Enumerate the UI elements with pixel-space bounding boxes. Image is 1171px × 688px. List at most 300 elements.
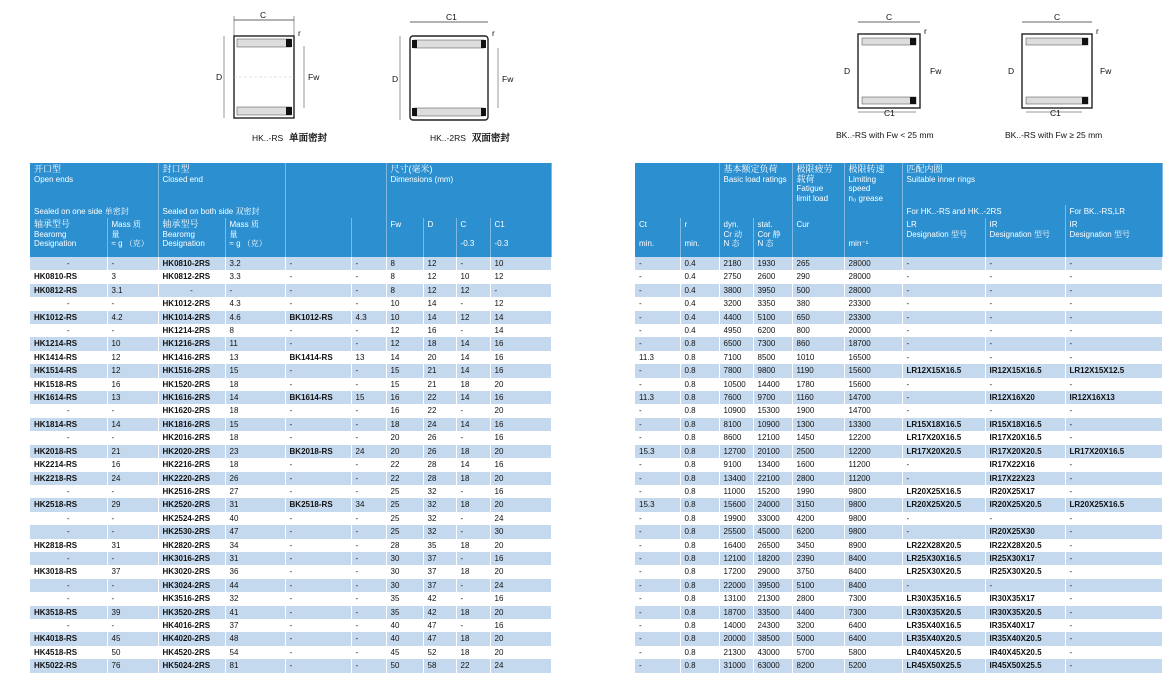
table-cell: - xyxy=(351,257,386,270)
table-cell: - xyxy=(285,525,351,538)
table-cell: 0.4 xyxy=(680,311,719,324)
table-cell: - xyxy=(1065,378,1162,391)
table-cell: - xyxy=(635,337,680,350)
table-cell: 45000 xyxy=(753,525,792,538)
left-table-row xyxy=(30,592,551,605)
table-cell: 800 xyxy=(792,324,844,337)
table-cell: - xyxy=(985,324,1065,337)
table-cell: - xyxy=(456,579,490,592)
table-cell: 58 xyxy=(423,659,456,672)
right-table-row xyxy=(635,512,1162,525)
table-cell: 24000 xyxy=(753,498,792,511)
table-cell: - xyxy=(30,525,107,538)
table-cell: 31 xyxy=(225,498,285,511)
table-cell: - xyxy=(351,284,386,297)
table-cell: HK0812-RS xyxy=(30,284,107,297)
dim-label-c1: C1 xyxy=(884,108,895,118)
table-cell: 20000 xyxy=(844,324,902,337)
table-cell: 22 xyxy=(423,404,456,417)
table-cell: - xyxy=(635,378,680,391)
right-table-row xyxy=(635,472,1162,485)
table-cell: - xyxy=(107,552,158,565)
table-cell: - xyxy=(30,431,107,444)
right-table-row xyxy=(635,458,1162,471)
table-cell: 32 xyxy=(225,592,285,605)
table-cell: 11.3 xyxy=(635,351,680,364)
table-cell: 3.1 xyxy=(107,284,158,297)
table-cell: 18 xyxy=(225,404,285,417)
table-cell: 14 xyxy=(423,311,456,324)
table-cell: - xyxy=(902,351,985,364)
table-cell: 5100 xyxy=(753,311,792,324)
table-cell: - xyxy=(1065,539,1162,552)
table-cell: 31 xyxy=(107,539,158,552)
table-cell: - xyxy=(635,565,680,578)
table-cell: 10900 xyxy=(753,418,792,431)
table-cell: 18 xyxy=(456,472,490,485)
table-cell: - xyxy=(158,284,225,297)
table-cell: - xyxy=(351,404,386,417)
table-cell: 14 xyxy=(456,391,490,404)
right-table-row xyxy=(635,525,1162,538)
table-cell: - xyxy=(1065,606,1162,619)
header-suitable-inner-rings: 匹配内圈 Suitable inner rings xyxy=(902,163,1162,205)
table-cell: 16 xyxy=(386,391,423,404)
header-basic-load-ratings: 基本额定负荷 Basic load ratings xyxy=(719,163,792,205)
table-cell: 860 xyxy=(792,337,844,350)
table-cell: 0.8 xyxy=(680,351,719,364)
table-cell: 12 xyxy=(423,284,456,297)
table-cell: 20 xyxy=(490,378,551,391)
table-cell: 0.8 xyxy=(680,592,719,605)
left-table-row xyxy=(30,565,551,578)
table-cell: - xyxy=(351,458,386,471)
table-cell: 20 xyxy=(490,565,551,578)
table-cell: HK1518-RS xyxy=(30,378,107,391)
table-cell: 10 xyxy=(107,337,158,350)
table-cell: 11200 xyxy=(844,458,902,471)
table-cell: - xyxy=(1065,552,1162,565)
right-table-row xyxy=(635,485,1162,498)
table-cell: 81 xyxy=(225,659,285,672)
table-cell: 36 xyxy=(225,565,285,578)
table-cell: - xyxy=(1065,579,1162,592)
table-cell: 0.4 xyxy=(680,257,719,270)
table-cell: 22100 xyxy=(753,472,792,485)
table-cell: HK2016-2RS xyxy=(158,431,225,444)
table-cell: 16 xyxy=(490,485,551,498)
table-cell: 20000 xyxy=(719,632,753,645)
table-cell: - xyxy=(902,297,985,310)
table-cell: - xyxy=(30,552,107,565)
table-cell: 15.3 xyxy=(635,445,680,458)
table-cell: 16 xyxy=(490,418,551,431)
table-cell: 14 xyxy=(107,418,158,431)
table-cell: - xyxy=(902,270,985,283)
header-fw: Fw xyxy=(386,218,423,257)
right-table-row xyxy=(635,592,1162,605)
table-cell: 37 xyxy=(423,565,456,578)
table-cell: IR40X45X20.5 xyxy=(985,646,1065,659)
left-table-row xyxy=(30,418,551,431)
left-table-row xyxy=(30,270,551,283)
table-cell: HK1816-2RS xyxy=(158,418,225,431)
table-cell: HK0810-RS xyxy=(30,270,107,283)
left-table-row xyxy=(30,579,551,592)
table-cell: IR17X22X16 xyxy=(985,458,1065,471)
table-cell: 12 xyxy=(456,284,490,297)
table-cell: 40 xyxy=(225,512,285,525)
table-cell: 8900 xyxy=(844,539,902,552)
table-cell: 30 xyxy=(386,579,423,592)
header-c: C -0.3 xyxy=(456,218,490,257)
table-cell: IR35X40X17 xyxy=(985,619,1065,632)
left-data-table xyxy=(30,163,552,673)
right-table-row xyxy=(635,552,1162,565)
table-cell: - xyxy=(285,512,351,525)
left-table-row xyxy=(30,404,551,417)
table-cell: IR25X30X20.5 xyxy=(985,565,1065,578)
table-cell: - xyxy=(635,472,680,485)
table-cell: - xyxy=(1065,458,1162,471)
table-cell: 2600 xyxy=(753,270,792,283)
table-cell: - xyxy=(635,404,680,417)
table-cell: - xyxy=(285,324,351,337)
table-cell: 15 xyxy=(225,364,285,377)
table-cell: BK2018-RS xyxy=(285,445,351,458)
table-cell: - xyxy=(285,606,351,619)
table-cell: 20 xyxy=(423,351,456,364)
table-cell: 0.8 xyxy=(680,619,719,632)
table-cell: - xyxy=(456,592,490,605)
table-cell: 10 xyxy=(386,311,423,324)
table-cell: 23 xyxy=(225,445,285,458)
table-cell: - xyxy=(107,431,158,444)
right-table-row xyxy=(635,498,1162,511)
table-cell: - xyxy=(351,431,386,444)
table-cell: 14 xyxy=(423,297,456,310)
table-cell: 47 xyxy=(423,632,456,645)
table-cell: HK2220-2RS xyxy=(158,472,225,485)
table-cell: 13300 xyxy=(844,418,902,431)
table-cell: 0.8 xyxy=(680,659,719,672)
table-cell: - xyxy=(456,431,490,444)
header-dimensions: 尺寸(毫米) Dimensions (mm) xyxy=(386,163,551,205)
table-cell: - xyxy=(635,324,680,337)
table-cell: - xyxy=(456,324,490,337)
table-cell: LR15X18X16.5 xyxy=(902,418,985,431)
table-cell: 30 xyxy=(490,525,551,538)
table-cell: 16 xyxy=(490,592,551,605)
table-cell: LR17X20X16.5 xyxy=(1065,445,1162,458)
table-cell: 20 xyxy=(490,472,551,485)
left-table-row xyxy=(30,498,551,511)
table-cell: 22000 xyxy=(719,579,753,592)
table-cell: 14 xyxy=(456,364,490,377)
table-cell: 12 xyxy=(423,270,456,283)
table-cell: HK1416-2RS xyxy=(158,351,225,364)
dim-label-c: C xyxy=(1054,12,1061,22)
table-cell: 1160 xyxy=(792,391,844,404)
table-cell: 20100 xyxy=(753,445,792,458)
table-cell: 9800 xyxy=(844,498,902,511)
table-cell: 20 xyxy=(490,539,551,552)
table-cell: - xyxy=(351,270,386,283)
table-cell: 2800 xyxy=(792,592,844,605)
table-cell: 0.8 xyxy=(680,565,719,578)
table-cell: 15.3 xyxy=(635,498,680,511)
table-cell: 8200 xyxy=(792,659,844,672)
table-cell: 0.8 xyxy=(680,337,719,350)
table-cell: 11200 xyxy=(844,472,902,485)
left-table-row xyxy=(30,619,551,632)
table-cell: 5200 xyxy=(844,659,902,672)
table-cell: - xyxy=(635,284,680,297)
table-cell: 3350 xyxy=(753,297,792,310)
table-cell: HK5024-2RS xyxy=(158,659,225,672)
table-cell: 18 xyxy=(225,431,285,444)
table-cell: 37 xyxy=(423,579,456,592)
table-cell: 0.8 xyxy=(680,404,719,417)
table-cell: 0.8 xyxy=(680,472,719,485)
table-cell: 18 xyxy=(225,458,285,471)
right-table-row xyxy=(635,445,1162,458)
table-cell: 21 xyxy=(107,445,158,458)
table-cell: 12 xyxy=(107,364,158,377)
table-cell: 25 xyxy=(386,485,423,498)
table-cell: HK2518-RS xyxy=(30,498,107,511)
table-cell: 8 xyxy=(386,257,423,270)
table-cell: 63000 xyxy=(753,659,792,672)
table-cell: 16 xyxy=(423,324,456,337)
table-cell: 4400 xyxy=(719,311,753,324)
table-cell: 8400 xyxy=(844,565,902,578)
table-cell: 2750 xyxy=(719,270,753,283)
table-cell: 15200 xyxy=(753,485,792,498)
table-cell: - xyxy=(635,458,680,471)
right-data-table xyxy=(635,163,1163,673)
dim-label-fw: Fw xyxy=(1100,66,1112,76)
table-cell: - xyxy=(985,378,1065,391)
table-cell: 18 xyxy=(456,646,490,659)
dim-label-d: D xyxy=(392,74,399,84)
right-table-row xyxy=(635,311,1162,324)
table-cell: 35 xyxy=(386,606,423,619)
header-cur: Cur xyxy=(792,218,844,257)
table-cell: - xyxy=(635,418,680,431)
table-cell: 18 xyxy=(225,378,285,391)
table-cell: 14 xyxy=(490,324,551,337)
table-cell: - xyxy=(107,297,158,310)
table-cell: 7100 xyxy=(719,351,753,364)
right-table-row xyxy=(635,619,1162,632)
table-cell: - xyxy=(351,472,386,485)
left-table-row xyxy=(30,659,551,672)
table-cell: - xyxy=(635,592,680,605)
table-cell: HK4018-RS xyxy=(30,632,107,645)
table-cell: 30 xyxy=(386,552,423,565)
table-cell: HK1514-RS xyxy=(30,364,107,377)
table-cell: IR30X35X17 xyxy=(985,592,1065,605)
table-cell: 50 xyxy=(386,659,423,672)
table-cell: 20 xyxy=(490,445,551,458)
table-cell: - xyxy=(902,579,985,592)
table-cell: - xyxy=(30,579,107,592)
table-cell: - xyxy=(1065,485,1162,498)
table-cell: 27 xyxy=(225,485,285,498)
table-cell: 8400 xyxy=(844,579,902,592)
table-cell: 28 xyxy=(386,539,423,552)
table-cell: - xyxy=(902,337,985,350)
table-cell: 5700 xyxy=(792,646,844,659)
table-cell: 0.8 xyxy=(680,539,719,552)
table-cell: - xyxy=(351,324,386,337)
table-cell: 28000 xyxy=(844,257,902,270)
table-cell: 1010 xyxy=(792,351,844,364)
table-cell: - xyxy=(902,391,985,404)
left-table-row xyxy=(30,431,551,444)
table-cell: HK2530-2RS xyxy=(158,525,225,538)
table-cell: 25 xyxy=(386,512,423,525)
table-cell: - xyxy=(30,324,107,337)
table-cell: 18700 xyxy=(719,606,753,619)
right-table-row xyxy=(635,324,1162,337)
table-cell: 12100 xyxy=(719,552,753,565)
dim-label-c: C xyxy=(886,12,893,22)
table-cell: 0.8 xyxy=(680,458,719,471)
table-cell: HK1214-RS xyxy=(30,337,107,350)
table-cell: - xyxy=(30,257,107,270)
right-table-row xyxy=(635,646,1162,659)
figure-bk-rs-small xyxy=(840,8,950,120)
table-cell: - xyxy=(107,619,158,632)
table-cell: 37 xyxy=(107,565,158,578)
table-cell: 18 xyxy=(456,539,490,552)
table-cell: 30 xyxy=(386,565,423,578)
table-cell: 22 xyxy=(456,659,490,672)
table-cell: - xyxy=(30,485,107,498)
table-cell: HK2018-RS xyxy=(30,445,107,458)
table-cell: 29 xyxy=(107,498,158,511)
table-cell: - xyxy=(635,257,680,270)
table-cell: 12100 xyxy=(753,431,792,444)
table-cell: - xyxy=(285,364,351,377)
table-cell: - xyxy=(285,270,351,283)
table-cell: 4950 xyxy=(719,324,753,337)
left-table-row xyxy=(30,539,551,552)
table-cell: 265 xyxy=(792,257,844,270)
left-table-row xyxy=(30,297,551,310)
table-cell: 1300 xyxy=(792,418,844,431)
header-for-bk: For BK..-RS,LR xyxy=(1065,205,1162,218)
table-cell: 14 xyxy=(386,351,423,364)
left-table-row xyxy=(30,257,551,270)
table-cell: 12 xyxy=(456,311,490,324)
table-cell: - xyxy=(285,619,351,632)
table-cell: 44 xyxy=(225,579,285,592)
figure-bk-rs-large xyxy=(1006,8,1116,120)
table-cell: HK1516-2RS xyxy=(158,364,225,377)
table-cell: 0.8 xyxy=(680,512,719,525)
table-cell: 0.4 xyxy=(680,297,719,310)
table-cell: 17200 xyxy=(719,565,753,578)
header-ct: Ct min. xyxy=(635,218,680,257)
table-cell: 1780 xyxy=(792,378,844,391)
right-table-row xyxy=(635,579,1162,592)
table-cell: 52 xyxy=(423,646,456,659)
right-table-row xyxy=(635,284,1162,297)
table-cell: IR12X15X16.5 xyxy=(985,364,1065,377)
table-cell: 20 xyxy=(490,646,551,659)
table-cell: HK2520-2RS xyxy=(158,498,225,511)
table-cell: - xyxy=(1065,512,1162,525)
figure-hk-2rs xyxy=(392,8,512,128)
table-cell: - xyxy=(285,579,351,592)
table-cell: HK1520-2RS xyxy=(158,378,225,391)
table-cell: 0.8 xyxy=(680,579,719,592)
table-cell: - xyxy=(285,552,351,565)
table-cell: - xyxy=(285,565,351,578)
right-table-row xyxy=(635,565,1162,578)
table-cell: 33500 xyxy=(753,606,792,619)
right-table-row xyxy=(635,418,1162,431)
dim-label-fw: Fw xyxy=(308,72,320,82)
table-cell: 11.3 xyxy=(635,391,680,404)
table-cell: 15600 xyxy=(844,378,902,391)
table-cell: 650 xyxy=(792,311,844,324)
table-cell: 10 xyxy=(386,297,423,310)
table-cell: - xyxy=(456,525,490,538)
table-cell: IR25X30X17 xyxy=(985,552,1065,565)
table-cell: IR22X28X20.5 xyxy=(985,539,1065,552)
right-table-row xyxy=(635,539,1162,552)
table-cell: - xyxy=(107,579,158,592)
table-cell: LR40X45X20.5 xyxy=(902,646,985,659)
table-cell: 4.3 xyxy=(351,311,386,324)
left-table-row xyxy=(30,552,551,565)
table-cell: 3450 xyxy=(792,539,844,552)
left-table-row xyxy=(30,311,551,324)
figure-caption-hk-rs: HK..-RS 单面密封 xyxy=(252,133,328,144)
table-cell: - xyxy=(635,270,680,283)
table-cell: - xyxy=(1065,297,1162,310)
table-cell: 16 xyxy=(490,337,551,350)
table-cell: 1600 xyxy=(792,458,844,471)
table-cell: 16 xyxy=(490,364,551,377)
header-bearing-designation: 轴承型号 Bearomg Designation xyxy=(30,218,107,257)
table-cell: - xyxy=(30,619,107,632)
table-cell: HK0812-2RS xyxy=(158,270,225,283)
table-cell: - xyxy=(902,404,985,417)
table-cell: HK3016-2RS xyxy=(158,552,225,565)
table-cell: 28 xyxy=(423,458,456,471)
table-cell: 11 xyxy=(225,337,285,350)
table-cell: - xyxy=(456,552,490,565)
table-cell: - xyxy=(285,472,351,485)
table-cell: - xyxy=(285,485,351,498)
table-cell: - xyxy=(985,257,1065,270)
table-cell: 4400 xyxy=(792,606,844,619)
table-cell: 3.3 xyxy=(225,270,285,283)
table-cell: 2180 xyxy=(719,257,753,270)
table-cell: - xyxy=(351,565,386,578)
table-cell: - xyxy=(30,297,107,310)
table-cell: - xyxy=(107,592,158,605)
table-cell: - xyxy=(635,619,680,632)
table-cell: 22 xyxy=(423,391,456,404)
table-cell: 10900 xyxy=(719,404,753,417)
table-cell: - xyxy=(351,418,386,431)
